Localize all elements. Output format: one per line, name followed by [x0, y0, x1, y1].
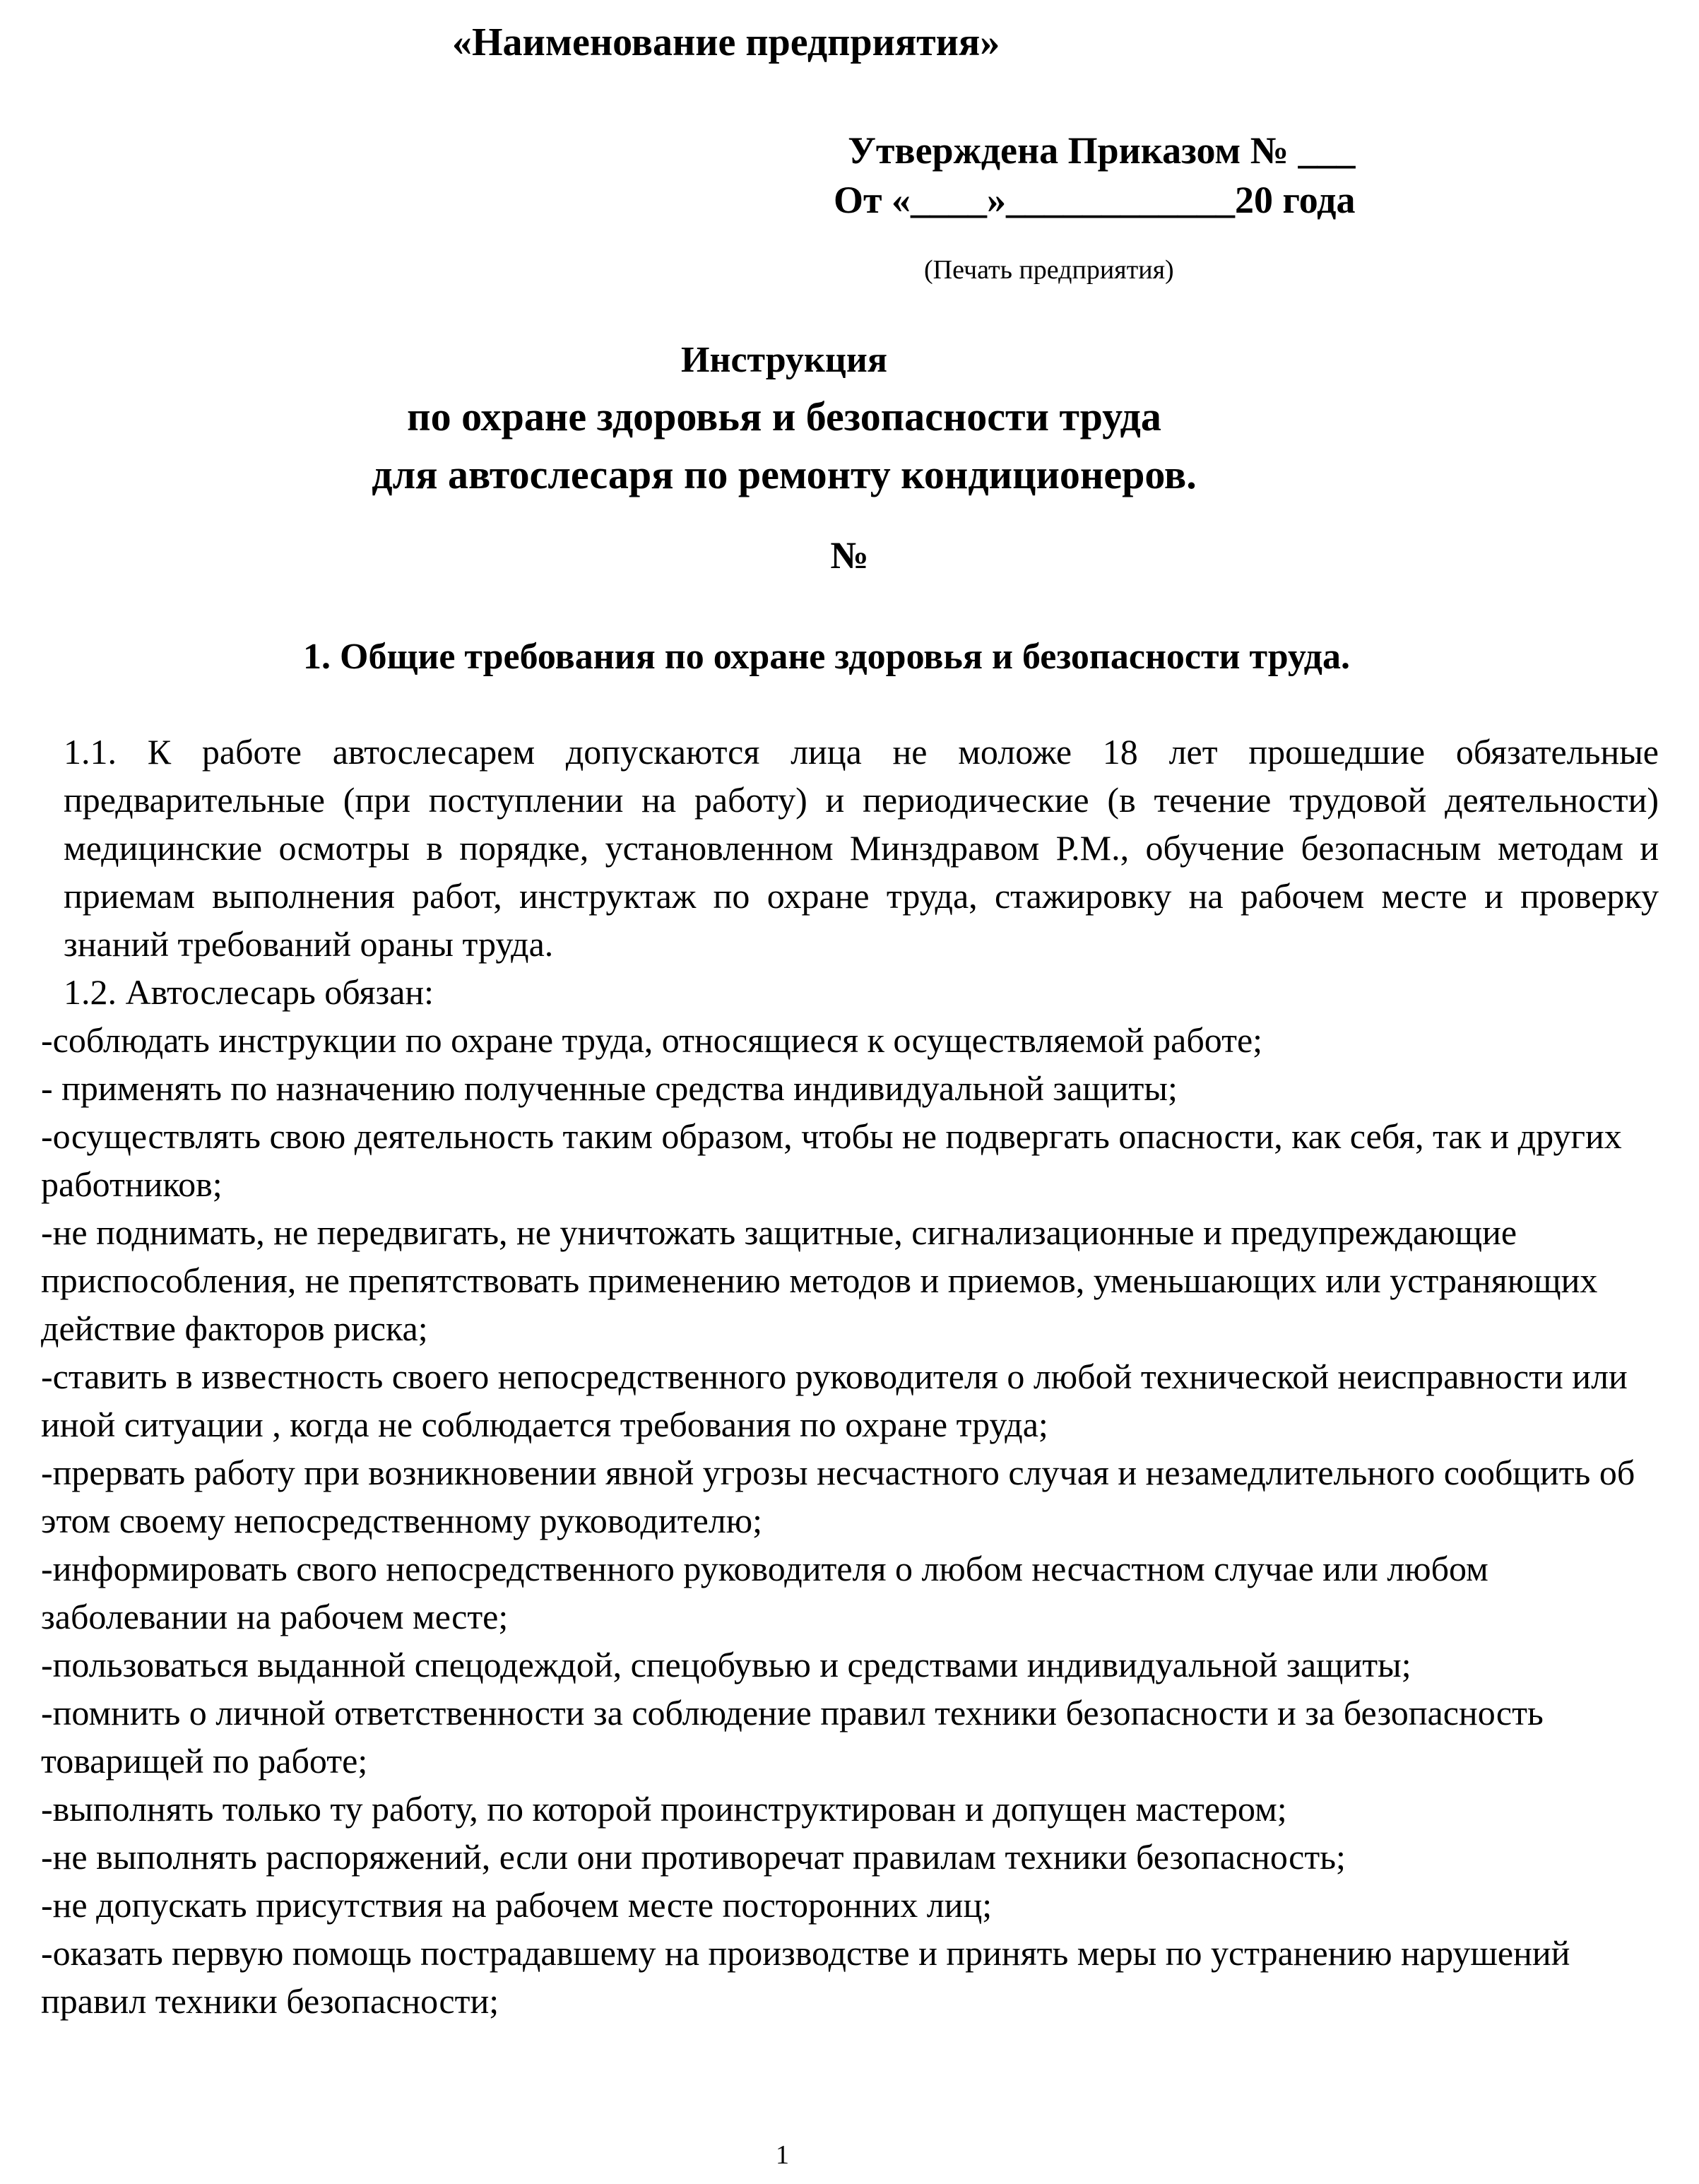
paragraph-1-2: 1.2. Автослесарь обязан: [64, 972, 434, 1012]
approval-order-line: Утверждена Приказом № ___ [848, 129, 1356, 172]
page-number: 1 [776, 2140, 789, 2170]
instruction-body [41, 728, 1659, 2025]
list-item: -не поднимать, не передвигать, не уничтожать защитные, сигнализационные и предупреждающие приспособления, не препятствовать применению методов и приемов, уменьшающих или устраняющих действие факторов риска; [41, 1212, 1598, 1348]
list-item: -помнить о личной ответственности за соблюдение правил техники безопасности и за безопасность товарищей по работе; [41, 1693, 1544, 1781]
list-item: -осуществлять свою деятельность таким образом, чтобы не подвергать опасности, как себя, так и других работников; [41, 1116, 1622, 1204]
seal-placeholder: (Печать предприятия) [924, 255, 1174, 285]
list-item: -не допускать присутствия на рабочем месте посторонних лиц; [41, 1885, 993, 1925]
approval-date-line: От «____»____________20 года [834, 179, 1356, 222]
document-subtitle-line1: по охране здоровья и безопасности труда [407, 394, 1161, 439]
list-item: -информировать свого непосредственного руководителя о любом несчастном случае или любом заболевании на рабочем месте; [41, 1549, 1488, 1636]
document-title: Инструкция [681, 340, 887, 380]
approval-block [834, 126, 1355, 225]
list-item: -прервать работу при возникновении явной угрозы несчастного случая и незамедлительного сообщить об этом своему непосредственному руководителю; [41, 1453, 1635, 1540]
list-item: -выполнять только ту работу, по которой проинструктирован и допущен мастером; [41, 1789, 1287, 1829]
list-item: - применять по назначению полученные средства индивидуальной защиты; [41, 1068, 1178, 1108]
list-item: -оказать первую помощь пострадавшему на производстве и принять меры по устранению нарушений правил техники безопасности; [41, 1933, 1570, 2021]
list-item: -не выполнять распоряжений, если они противоречат правилам техники безопасность; [41, 1837, 1346, 1877]
paragraph-1-1: 1.1. К работе автослесарем допускаются лица не моложе 18 лет прошедшие обязательные предварительные (при поступлении на работу) и периодические (в течение трудовой деятельности) медицинские осмотры в порядке, установленном Минздравом Р.М., обучение безопасным методам и приемам выполнения работ, инструктаж по охране труда, стажировку на рабочем месте и проверку знаний требований ораны труда. [64, 732, 1659, 964]
document-subtitle-line2: для автослесаря по ремонту кондиционеров. [372, 451, 1197, 497]
list-item: -пользоваться выданной спецодеждой, спецобувью и средствами индивидуальной защиты; [41, 1645, 1411, 1684]
document-number: № [830, 534, 869, 577]
list-item: -ставить в известность своего непосредственного руководителя о любой технической неисправности или иной ситуации , когда не соблюдается требования по охране труда; [41, 1357, 1628, 1444]
list-item: -соблюдать инструкции по охране труда, относящиеся к осуществляемой работе; [41, 1020, 1263, 1060]
section-heading: 1. Общие требования по охране здоровья и безопасности труда. [303, 637, 1350, 677]
company-name: «Наименование предприятия» [452, 20, 1000, 64]
